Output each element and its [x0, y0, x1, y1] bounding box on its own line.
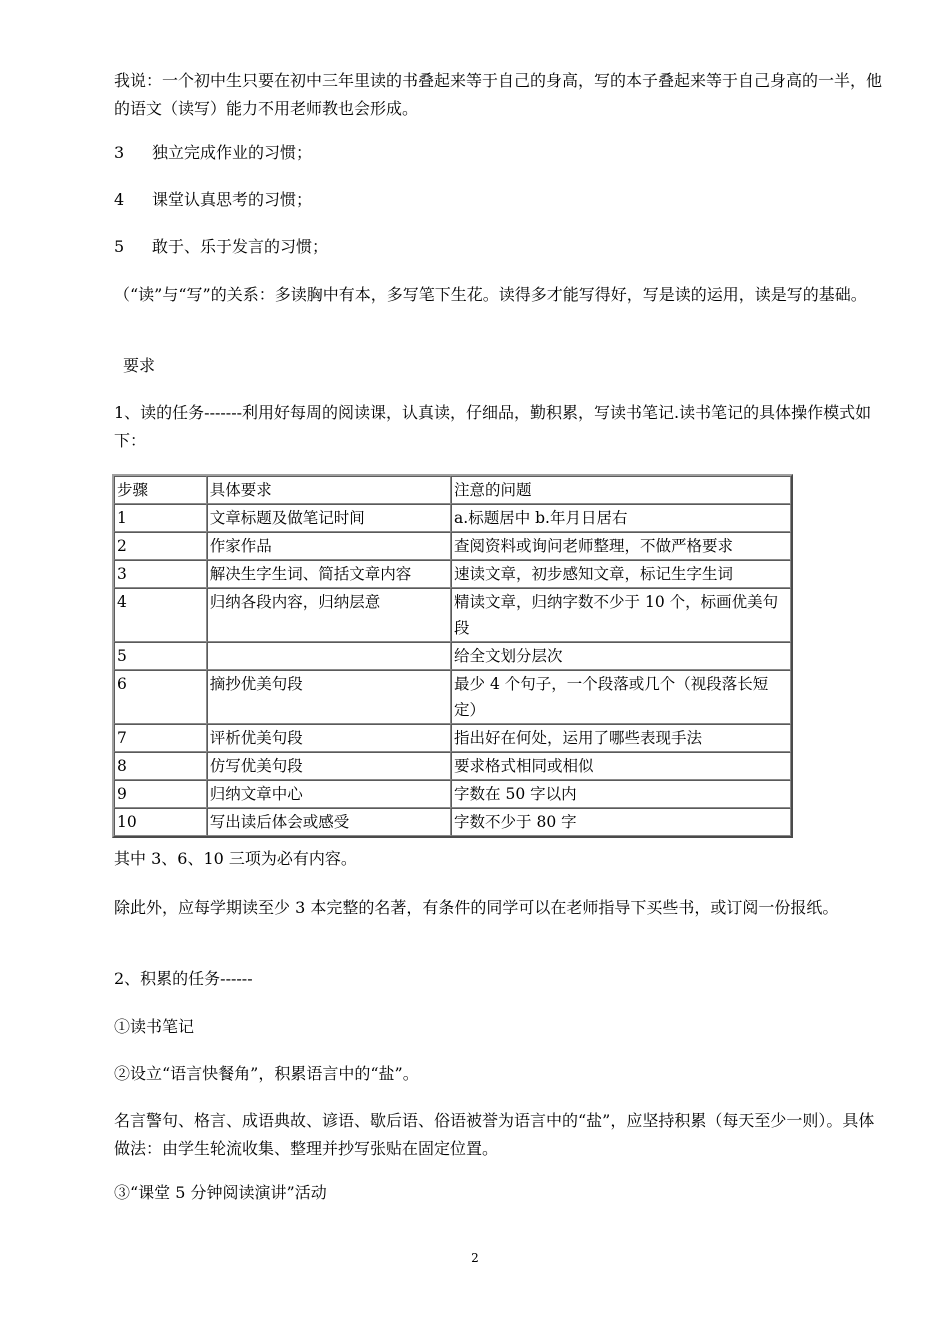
required-items-note: 其中 3、6、10 三项为必有内容。 [114, 849, 357, 868]
page-number: 2 [471, 1251, 479, 1265]
table-cell: 要求格式相同或相似 [451, 752, 791, 780]
table-row [114, 724, 791, 752]
habit-number: 4 [114, 190, 125, 209]
habit-text: 敢于、乐于发言的习惯； [152, 237, 329, 256]
table-row [114, 752, 791, 780]
table-cell: 写出读后体会或感受 [207, 808, 451, 836]
table-cell: 给全文划分层次 [451, 642, 791, 670]
reading-notes-table [112, 474, 793, 838]
table-cell: 1 [114, 504, 207, 532]
table-cell: 字数不少于 80 字 [451, 808, 791, 836]
table-cell: 字数在 50 字以内 [451, 780, 791, 808]
habit-item-5 [114, 233, 884, 261]
table-header-cell: 具体要求 [207, 476, 451, 504]
table-cell [207, 642, 451, 670]
table-cell: 归纳各段内容，归纳层意 [207, 588, 451, 642]
table-header-cell: 注意的问题 [451, 476, 791, 504]
table-cell: 5 [114, 642, 207, 670]
table-row [114, 642, 791, 670]
table-cell: 精读文章，归纳字数不少于 10 个，标画优美句段 [451, 588, 791, 642]
reading-writing-relation: （“读”与“写”的关系：多读胸中有本，多写笔下生花。读得多才能写得好，写是读的运用，读是写的基础。 [114, 285, 867, 304]
habit-item-4 [114, 186, 884, 214]
table-cell: 文章标题及做笔记时间 [207, 504, 451, 532]
table-header-cell: 步骤 [114, 476, 207, 504]
table-cell: 速读文章，初步感知文章，标记生字生词 [451, 560, 791, 588]
table-row [114, 670, 791, 724]
table-row [114, 560, 791, 588]
habit-item-3 [114, 139, 884, 167]
table-cell: 10 [114, 808, 207, 836]
table-cell: 4 [114, 588, 207, 642]
table-cell: 归纳文章中心 [207, 780, 451, 808]
table-cell: a.标题居中 b.年月日居右 [451, 504, 791, 532]
proverbs-paragraph: 名言警句、格言、成语典故、谚语、歇后语、俗语被誉为语言中的“盐”，应坚持积累（每天至少一则）。具体做法：由学生轮流收集、整理并抄写张贴在固定位置。 [114, 1111, 875, 1158]
classics-reading-note: 除此外，应每学期读至少 3 本完整的名著，有条件的同学可以在老师指导下买些书，或订阅一份报纸。 [114, 898, 839, 917]
habit-number: 5 [114, 237, 125, 256]
table-cell: 仿写优美句段 [207, 752, 451, 780]
table-row [114, 504, 791, 532]
table-cell: 3 [114, 560, 207, 588]
table-cell: 6 [114, 670, 207, 724]
table-row [114, 588, 791, 642]
table-cell: 摘抄优美句段 [207, 670, 451, 724]
table-cell: 8 [114, 752, 207, 780]
accumulation-task: 2、积累的任务------ [114, 969, 253, 988]
habit-text: 课堂认真思考的习惯； [152, 190, 313, 209]
table-row [114, 808, 791, 836]
table-cell: 7 [114, 724, 207, 752]
habit-number: 3 [114, 143, 125, 162]
table-cell: 评析优美句段 [207, 724, 451, 752]
table-cell: 最少 4 个句子，一个段落或几个（视段落长短定） [451, 670, 791, 724]
intro-paragraph: 我说：一个初中生只要在初中三年里读的书叠起来等于自己的身高，写的本子叠起来等于自己身高的一半，他的语文（读写）能力不用老师教也会形成。 [114, 71, 883, 118]
habit-text: 独立完成作业的习惯； [152, 143, 313, 162]
table-cell: 查阅资料或询问老师整理，不做严格要求 [451, 532, 791, 560]
accumulation-item-2: ②设立“语言快餐角”，积累语言中的“盐”。 [114, 1064, 419, 1083]
requirements-heading: 要求 [123, 356, 156, 375]
table-cell: 解决生字生词、简括文章内容 [207, 560, 451, 588]
table-row [114, 532, 791, 560]
table-cell: 指出好在何处，运用了哪些表现手法 [451, 724, 791, 752]
accumulation-item-1: ①读书笔记 [114, 1017, 195, 1036]
table-header-row [114, 476, 791, 504]
accumulation-item-3: ③“课堂 5 分钟阅读演讲”活动 [114, 1183, 327, 1202]
table-cell: 9 [114, 780, 207, 808]
reading-task: 1、读的任务-------利用好每周的阅读课，认真读，仔细品，勤积累，写读书笔记.读书笔记的具体操作模式如下： [114, 403, 872, 450]
table-cell: 作家作品 [207, 532, 451, 560]
table-cell: 2 [114, 532, 207, 560]
table-row [114, 780, 791, 808]
